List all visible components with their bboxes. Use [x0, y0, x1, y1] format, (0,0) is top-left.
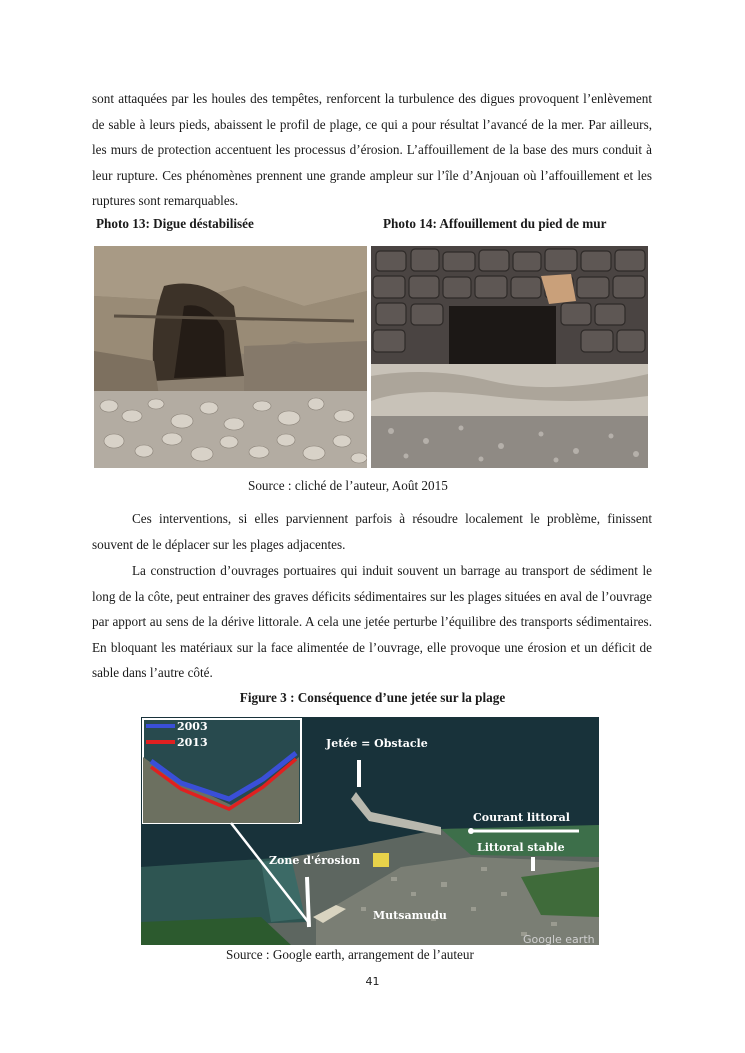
google-earth-watermark: Google earth — [523, 933, 595, 945]
photo14-image — [371, 246, 648, 468]
paragraph-interventions: Ces interventions, si elles parviennent parfois à résoudre localement le problème, finissent souvent de le déplacer sur les plages adjacentes. — [92, 511, 652, 552]
figure3-map — [141, 717, 599, 945]
label-courant: Courant littoral — [473, 811, 570, 824]
paragraph-port-construction: La construction d’ouvrages portuaires qui induit souvent un barrage au transport de sédiment le long de la côte, peut entrainer des graves déficits sédimentaires sur les plages situées en aval de l’ouvrage par apport au sens de la dérive littorale. A cela une jetée perturbe l’équilibre des transports sédimentaires. En bloquant les matériaux sur la face alimentée de l’ouvrage, elle provoque une érosion et un déficit de sable dans l’autre côté. — [92, 563, 652, 681]
legend-2013-label: 2013 — [177, 736, 208, 749]
photo14-caption: Photo 14: Affouillement du pied de mur — [383, 216, 607, 231]
photos-source: Source : cliché de l’auteur, Août 2015 — [248, 478, 448, 493]
label-littoral-stable: Littoral stable — [477, 841, 565, 854]
figure3-source: Source : Google earth, arrangement de l’auteur — [226, 947, 474, 962]
label-town: Mutsamudu — [373, 909, 447, 922]
page-number: 41 — [365, 975, 380, 988]
figure3-caption: Figure 3 : Conséquence d’une jetée sur la plage — [239, 690, 506, 705]
label-jetee: Jetée = Obstacle — [326, 737, 428, 750]
label-zone-erosion: Zone d'érosion — [269, 854, 361, 867]
photo13-image — [94, 246, 367, 468]
paragraph-storm-walls: sont attaquées par les houles des tempêtes, renforcent la turbulence des digues provoquent l’enlèvement de sable à leurs pieds, abaissent le profil de plage, ce qui a pour résultat l’avancé de la mer. Par ailleurs, les murs de protection accentuent les processus d’érosion. L’affouillement de la base des murs conduit à leur rupture. Ces phénomènes prennent une grande ampleur sur l’île d’Anjouan où l’affouillement et les ruptures sont remarquables. — [92, 91, 652, 209]
photo13-caption: Photo 13: Digue déstabilisée — [96, 216, 254, 231]
legend-2003-label: 2003 — [177, 720, 208, 733]
